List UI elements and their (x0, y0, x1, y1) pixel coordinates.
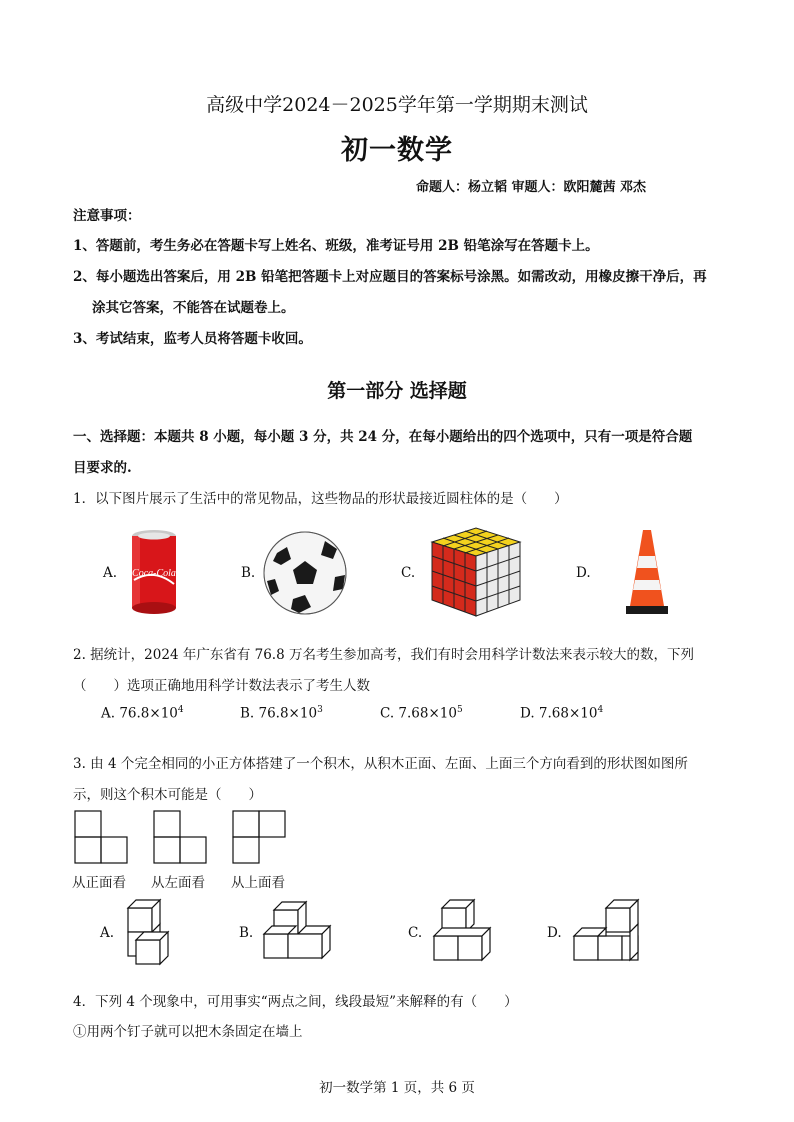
q2-option-d: D. $7.68\times 10^4$ (520, 705, 604, 722)
q3-option-c-blocks (432, 898, 494, 968)
front-view-label: 从正面看 (72, 875, 126, 891)
subject-title: 初一数学 (341, 135, 453, 166)
traffic-cone-image (624, 528, 670, 616)
q2-option-c: C. $7.68\times 10^5$ (380, 705, 463, 722)
q3-option-a-blocks (122, 898, 178, 968)
section-instructions-line-2: 目要求的. (73, 460, 132, 476)
q3-option-b-label: B. (239, 925, 254, 941)
q1-option-a-label: A. (103, 565, 118, 581)
q2-option-b: B. $76.8\times 10^3$ (240, 705, 323, 722)
q4-stem: 4．下列 4 个现象中，可用事实“两点之间，线段最短”来解释的有（ ） (73, 994, 518, 1010)
q3-stem-line-2: 示，则这个积木可能是（ ） (73, 787, 262, 803)
front-view-figure (74, 810, 128, 864)
top-view-label: 从上面看 (231, 875, 285, 891)
left-view-figure (153, 810, 207, 864)
authors-line: 命题人：杨立韬 审题人：欧阳麓茜 邓杰 (415, 180, 646, 195)
top-view-figure (232, 810, 286, 864)
page-footer: 初一数学第 1 页，共 6 页 (319, 1080, 475, 1096)
q4-item-1: ①用两个钉子就可以把木条固定在墙上 (73, 1024, 303, 1040)
q1-option-c-label: C. (401, 565, 416, 581)
left-view-label: 从左面看 (151, 875, 205, 891)
notice-item-2-line-1: 2、每小题选出答案后，用 2B 铅笔把答题卡上对应题目的答案标号涂黑。如需改动，用橡皮擦干净后，再 (73, 269, 707, 285)
section-instructions-line-1: 一、选择题：本题共 8 小题，每小题 3 分，共 24 分，在每小题给出的四个选项中，只有一项是符合题 (73, 429, 693, 445)
q1-stem: 1．以下图片展示了生活中的常见物品，这些物品的形状最接近圆柱体的是（ ） (73, 491, 568, 507)
q3-option-a-label: A. (100, 925, 115, 941)
q3-stem-line-1: 3. 由 4 个完全相同的小正方体搭建了一个积木，从积木正面、左面、上面三个方向看到的形状图如图所 (73, 756, 688, 772)
q3-option-c-label: C. (408, 925, 423, 941)
q3-option-d-label: D. (547, 925, 562, 941)
notice-heading: 注意事项： (73, 208, 141, 224)
rubiks-cube-image (430, 526, 522, 618)
notice-item-2-line-2: 涂其它答案，不能答在试题卷上。 (92, 300, 295, 316)
q2-option-a: A. $76.8\times 10^4$ (101, 705, 184, 722)
notice-item-3: 3、考试结束，监考人员将答题卡收回。 (73, 331, 312, 347)
q3-option-d-blocks (572, 898, 644, 968)
soda-can-image (128, 528, 180, 616)
soccer-ball-image (263, 531, 347, 615)
q2-stem-line-1: 2. 据统计，2024 年广东省有 76.8 万名考生参加高考，我们有时会用科学计数法来表示较大的数，下列 (73, 647, 694, 663)
q3-option-b-blocks (262, 898, 334, 968)
q2-stem-line-2: （ ）选项正确地用科学计数法表示了考生人数 (73, 678, 370, 694)
can-logo-text: Coca-Cola (132, 568, 176, 579)
q1-option-d-label: D. (576, 565, 591, 581)
q1-option-b-label: B. (241, 565, 256, 581)
school-title: 高级中学2024－2025学年第一学期期末测试 (206, 94, 588, 116)
section-title: 第一部分 选择题 (327, 380, 467, 402)
notice-item-1: 1、答题前，考生务必在答题卡写上姓名、班级，准考证号用 2B 铅笔涂写在答题卡上。 (73, 238, 599, 254)
